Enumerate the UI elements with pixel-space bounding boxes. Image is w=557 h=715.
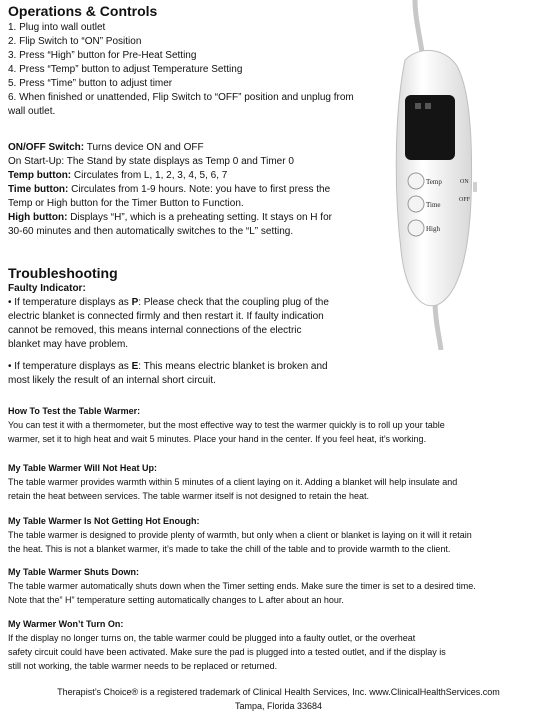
step-line: 6. When finished or unattended, Flip Switch to “OFF” position and unplug from — [8, 92, 354, 103]
high-button-label: High — [426, 225, 440, 233]
heat-icon — [415, 103, 421, 109]
temp-label: Temp button: — [8, 170, 72, 181]
section-line: still not working, the table warmer needs to be replaced or returned. — [8, 661, 278, 671]
temp-text: Circulates from L, 1, 2, 3, 4, 5, 6, 7 — [71, 170, 228, 181]
faq-section-wont-turn-on — [8, 617, 446, 673]
p-post: : Please check that the coupling plug of the — [138, 297, 329, 308]
bottom-cord — [435, 300, 441, 350]
section-line: Note that the” H” temperature setting automatically changes to L after about an hour. — [8, 595, 344, 605]
time-button-label: Time — [426, 201, 441, 209]
section-line: warmer, set it to high heat and wait 5 minutes. Place your hand in the center. If you feel heat, it’s working. — [8, 434, 427, 444]
faq-section-shuts-down — [8, 565, 476, 607]
high-button[interactable] — [408, 220, 424, 236]
e-letter: E — [131, 361, 139, 372]
section-heading: My Table Warmer Is Not Getting Hot Enough: — [8, 516, 200, 526]
time-button[interactable] — [408, 196, 424, 212]
p-line-2: electric blanket is connected firmly and then restart it. If faulty indication — [8, 311, 324, 322]
timer-icon — [425, 103, 431, 109]
temp-button-label: Temp — [426, 178, 442, 186]
footer-address: Tampa, Florida 33684 — [234, 701, 323, 711]
section-line: The table warmer provides warmth within 5 minutes of a client laying on it. Adding a blanket will help insulate and — [8, 477, 458, 487]
p-line-3: cannot be removed, this means internal connections of the electric — [8, 325, 302, 336]
e-pre: • If temperature displays as — [8, 361, 132, 372]
controls-description — [8, 141, 332, 239]
time-text-2: Temp or High button for the Timer Button to Function. — [8, 198, 244, 209]
switch-on-label: ON — [460, 179, 469, 185]
high-text: Displays “H”, which is a preheating setting. It stays on H for — [67, 212, 332, 223]
power-switch[interactable] — [473, 182, 477, 192]
section-line: If the display no longer turns on, the table warmer could be plugged into a faulty outlet, or the overheat — [8, 633, 416, 643]
footer-trademark: Therapist’s Choice® is a registered trademark of Clinical Health Services, Inc. www.ClinicalHealthServices.com — [57, 687, 500, 697]
operations-steps — [8, 21, 354, 119]
step-line: 2. Flip Switch to “ON” Position — [8, 36, 142, 47]
faq-section-not-heat — [8, 461, 457, 503]
section-heading: My Warmer Won’t Turn On: — [8, 619, 124, 629]
section-line: safety circuit could have been activated. Make sure the pad is plugged into a tested outlet, and if the display is — [8, 647, 446, 657]
step-line: 4. Press “Temp” button to adjust Temperature Setting — [8, 64, 243, 75]
footer — [0, 685, 557, 713]
remote-controller-illustration — [375, 0, 485, 350]
step-line: wall outlet. — [8, 106, 56, 117]
section-heading: My Table Warmer Will Not Heat Up: — [8, 463, 157, 473]
e-post: : This means electric blanket is broken and — [138, 361, 328, 372]
switch-off-label: OFF — [459, 197, 471, 203]
time-text: Circulates from 1-9 hours. Note: you have to first press the — [68, 184, 331, 195]
e-line-2: most likely the result of an internal short circuit. — [8, 375, 216, 386]
faq-section-not-hot-enough — [8, 514, 472, 556]
troubleshooting-body — [8, 282, 329, 388]
section-heading: How To Test the Table Warmer: — [8, 406, 141, 416]
troubleshooting-title: Troubleshooting — [8, 265, 118, 281]
temp-button[interactable] — [408, 173, 424, 189]
faq-section-test — [8, 404, 445, 446]
time-label: Time button: — [8, 184, 69, 195]
section-line: You can test it with a thermometer, but the most effective way to test the warmer quickly is to roll up your table — [8, 420, 445, 430]
high-text-2: 30-60 minutes and then automatically switches to the “L” setting. — [8, 226, 294, 237]
startup-text: On Start-Up: The Stand by state displays as Temp 0 and Timer 0 — [8, 156, 294, 167]
section-line: The table warmer automatically shuts down when the Timer setting ends. Make sure the timer is set to a desired time. — [8, 581, 476, 591]
step-line: 1. Plug into wall outlet — [8, 22, 106, 33]
operations-title: Operations & Controls — [8, 3, 158, 19]
high-label: High button: — [8, 212, 68, 223]
section-line: the heat. This is not a blanket warmer, it’s made to take the chill of the table and to provide warmth to the client. — [8, 544, 451, 554]
onoff-label: ON/OFF Switch: — [8, 142, 85, 153]
p-letter: P — [131, 297, 139, 308]
section-line: retain the heat between services. The table warmer itself is not designed to retain the heat. — [8, 491, 370, 501]
faulty-indicator-label: Faulty Indicator: — [8, 283, 86, 294]
onoff-text: Turns device ON and OFF — [84, 142, 204, 153]
section-heading: My Table Warmer Shuts Down: — [8, 567, 140, 577]
step-line: 5. Press “Time” button to adjust timer — [8, 78, 173, 89]
step-line: 3. Press “High” button for Pre-Heat Setting — [8, 50, 197, 61]
p-pre: • If temperature displays as — [8, 297, 132, 308]
p-line-4: blanket may have problem. — [8, 339, 129, 350]
section-line: The table warmer is designed to provide plenty of warmth, but only when a client or blanket is laying on it will it retain — [8, 530, 472, 540]
